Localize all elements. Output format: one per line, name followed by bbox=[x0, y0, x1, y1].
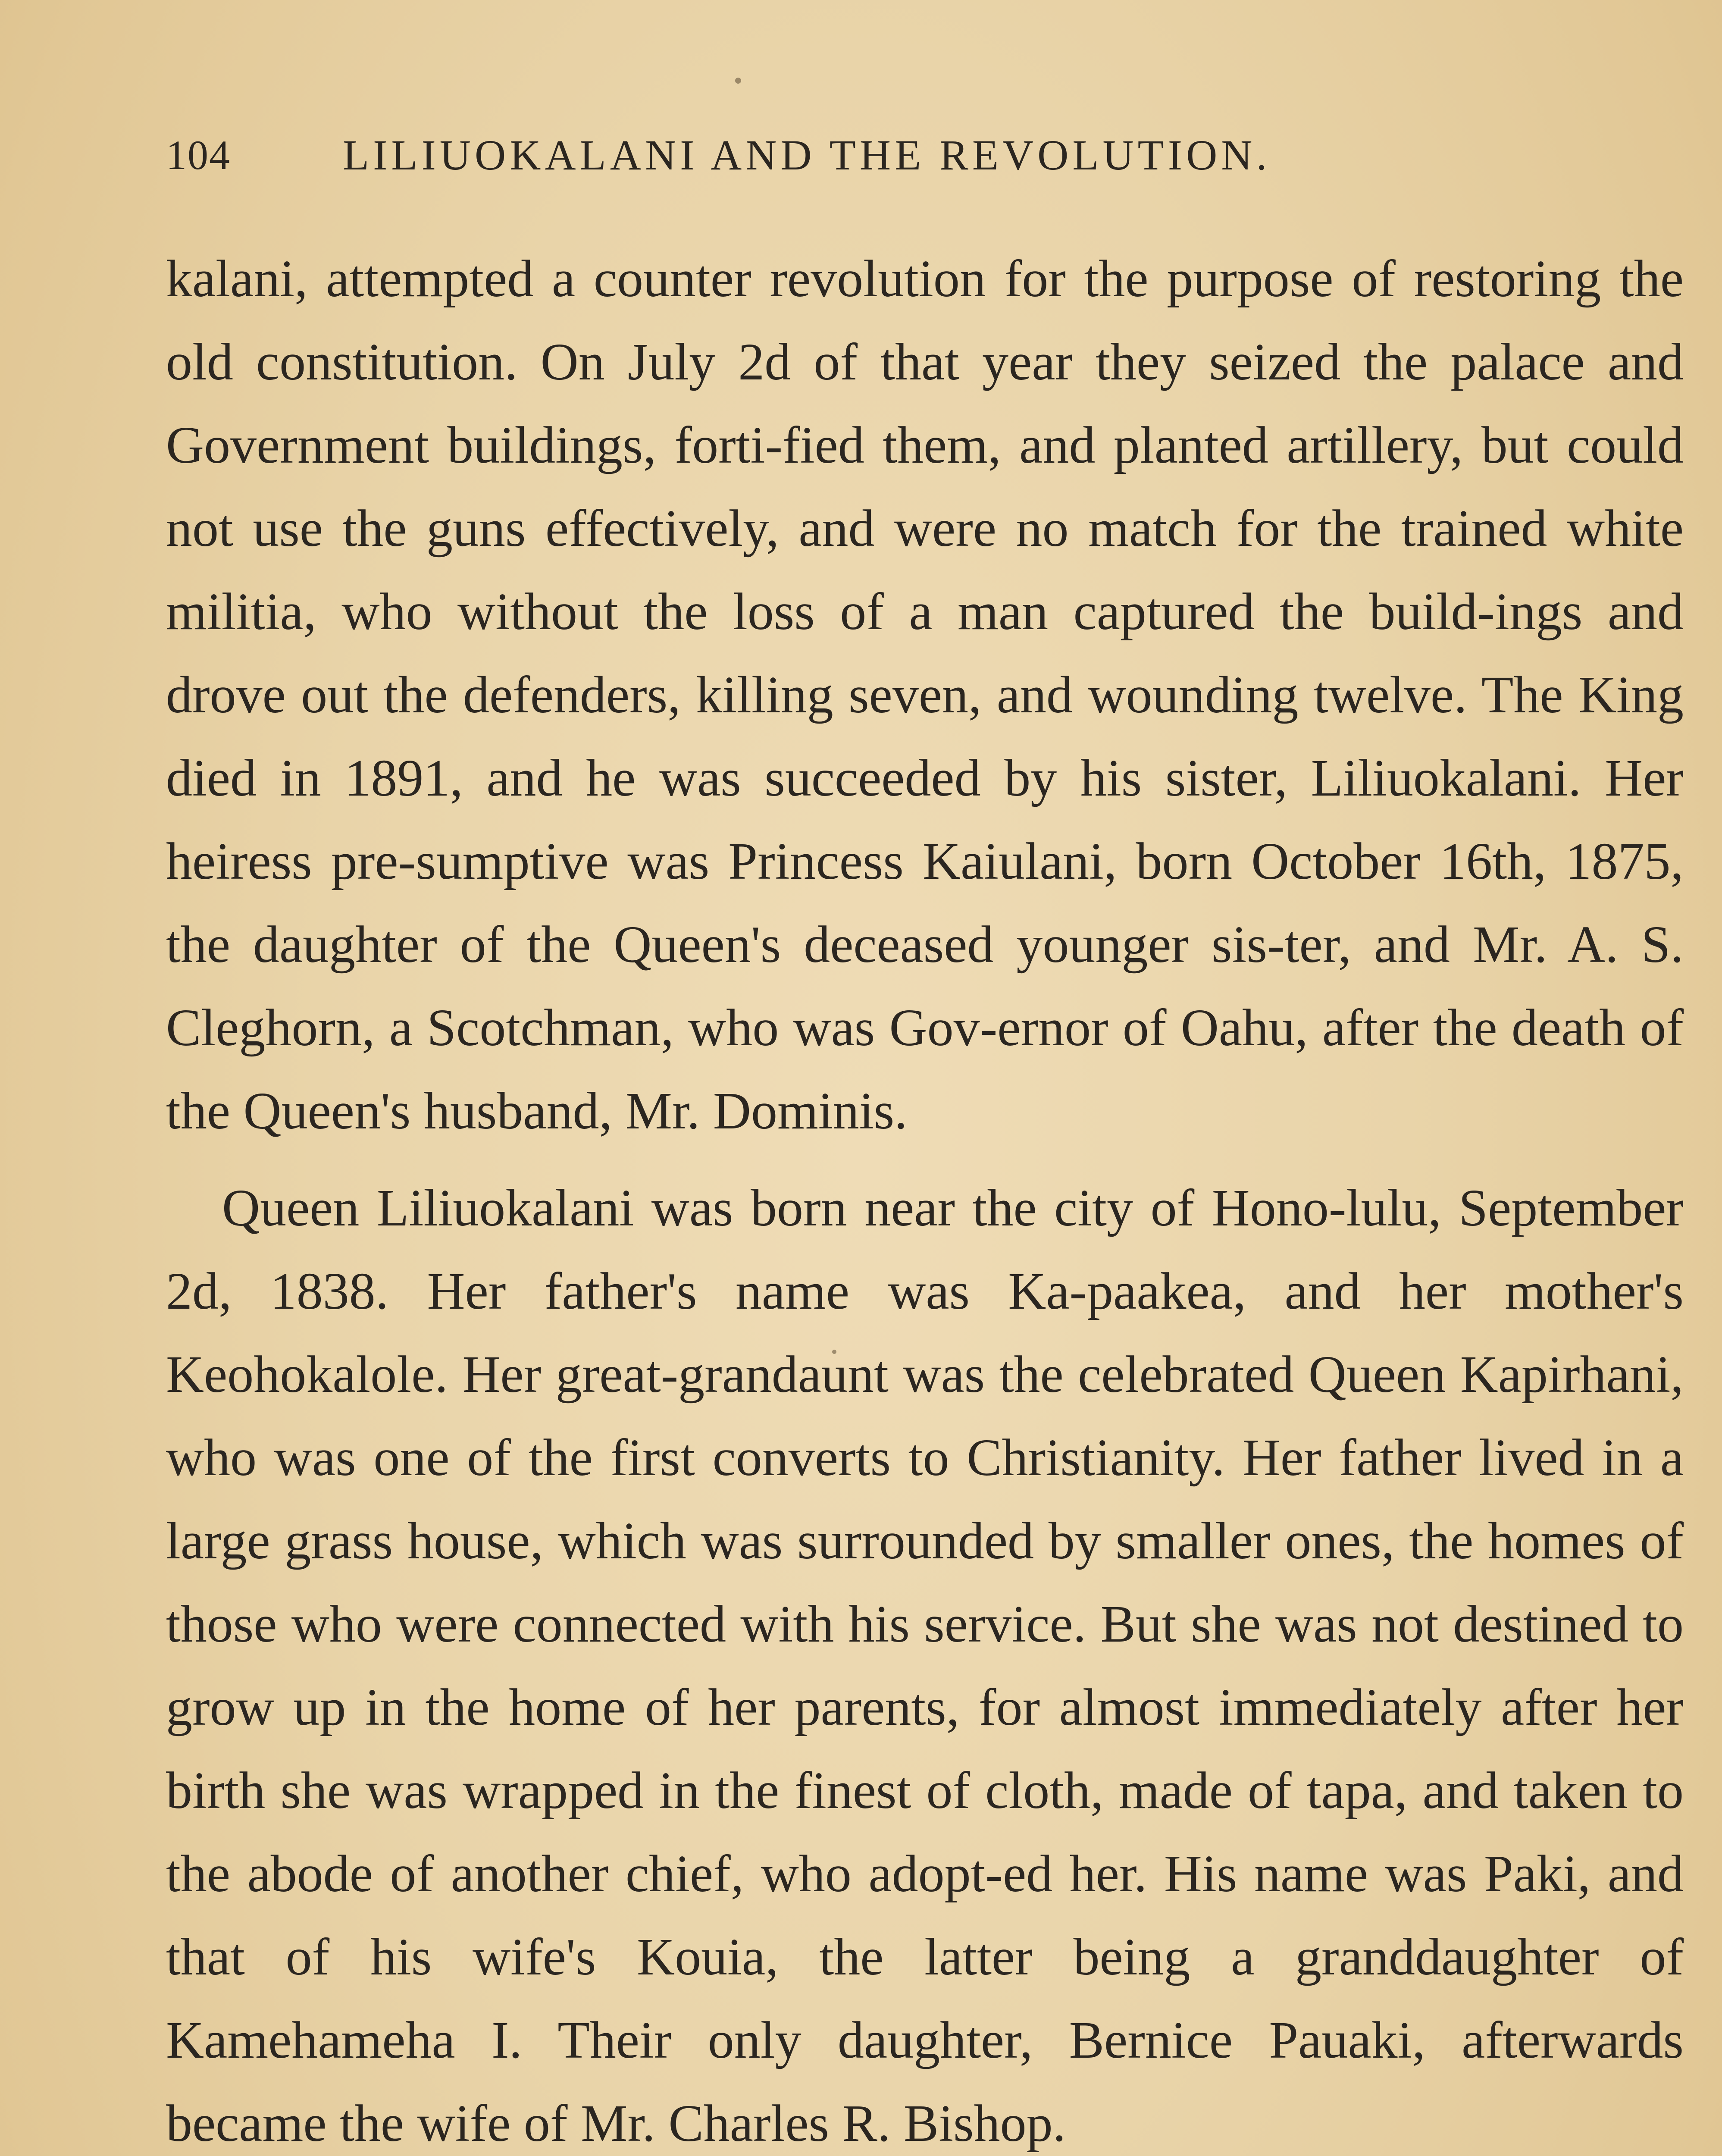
paper-speck bbox=[832, 1350, 836, 1354]
paragraph-continued: kalani, attempted a counter revolution for the purpose of restoring the old constitution. On July 2d of that year they seized the palace and Government buildings, forti-fied them, and planted artillery, but could not use the guns effectively, and were no match for the trained white militia, who without the loss of a man captured the build-ings and drove out the defenders, killing seven, and wounding twelve. The King died in 1891, and he was succeeded by his sister, Liliuokalani. Her heiress pre-sumptive was Princess Kaiulani, born October 16th, 1875, the daughter of the Queen's deceased younger sis-ter, and Mr. A. S. Cleghorn, a Scotchman, who was Gov-ernor of Oahu, after the death of the Queen's husband, Mr. Dominis. bbox=[166, 250, 1684, 1140]
body-text bbox=[166, 237, 1684, 2156]
running-title: LILIUOKALANI AND THE REVOLUTION. bbox=[343, 131, 1271, 179]
paper-speck bbox=[735, 78, 741, 84]
running-head bbox=[166, 129, 1684, 181]
page-number: 104 bbox=[166, 132, 231, 178]
paragraph-queen-birth: Queen Liliuokalani was born near the city of Hono-lulu, September 2d, 1838. Her father's name was Ka-paakea, and her mother's Keohokalole. Her great-grandaunt was the celebrated Queen Kapirhani, who was one of the first converts to Christianity. Her father lived in a large grass house, which was surrounded by smaller ones, the homes of those who were connected with his service. But she was not destined to grow up in the home of her parents, for almost immediately after her birth she was wrapped in the finest of cloth, made of tapa, and taken to the abode of another chief, who adopt-ed her. His name was Paki, and that of his wife's Kouia, the latter being a granddaughter of Kamehameha I. Their only daughter, Bernice Pauaki, afterwards became the wife of Mr. Charles R. Bishop. bbox=[166, 1179, 1684, 2153]
